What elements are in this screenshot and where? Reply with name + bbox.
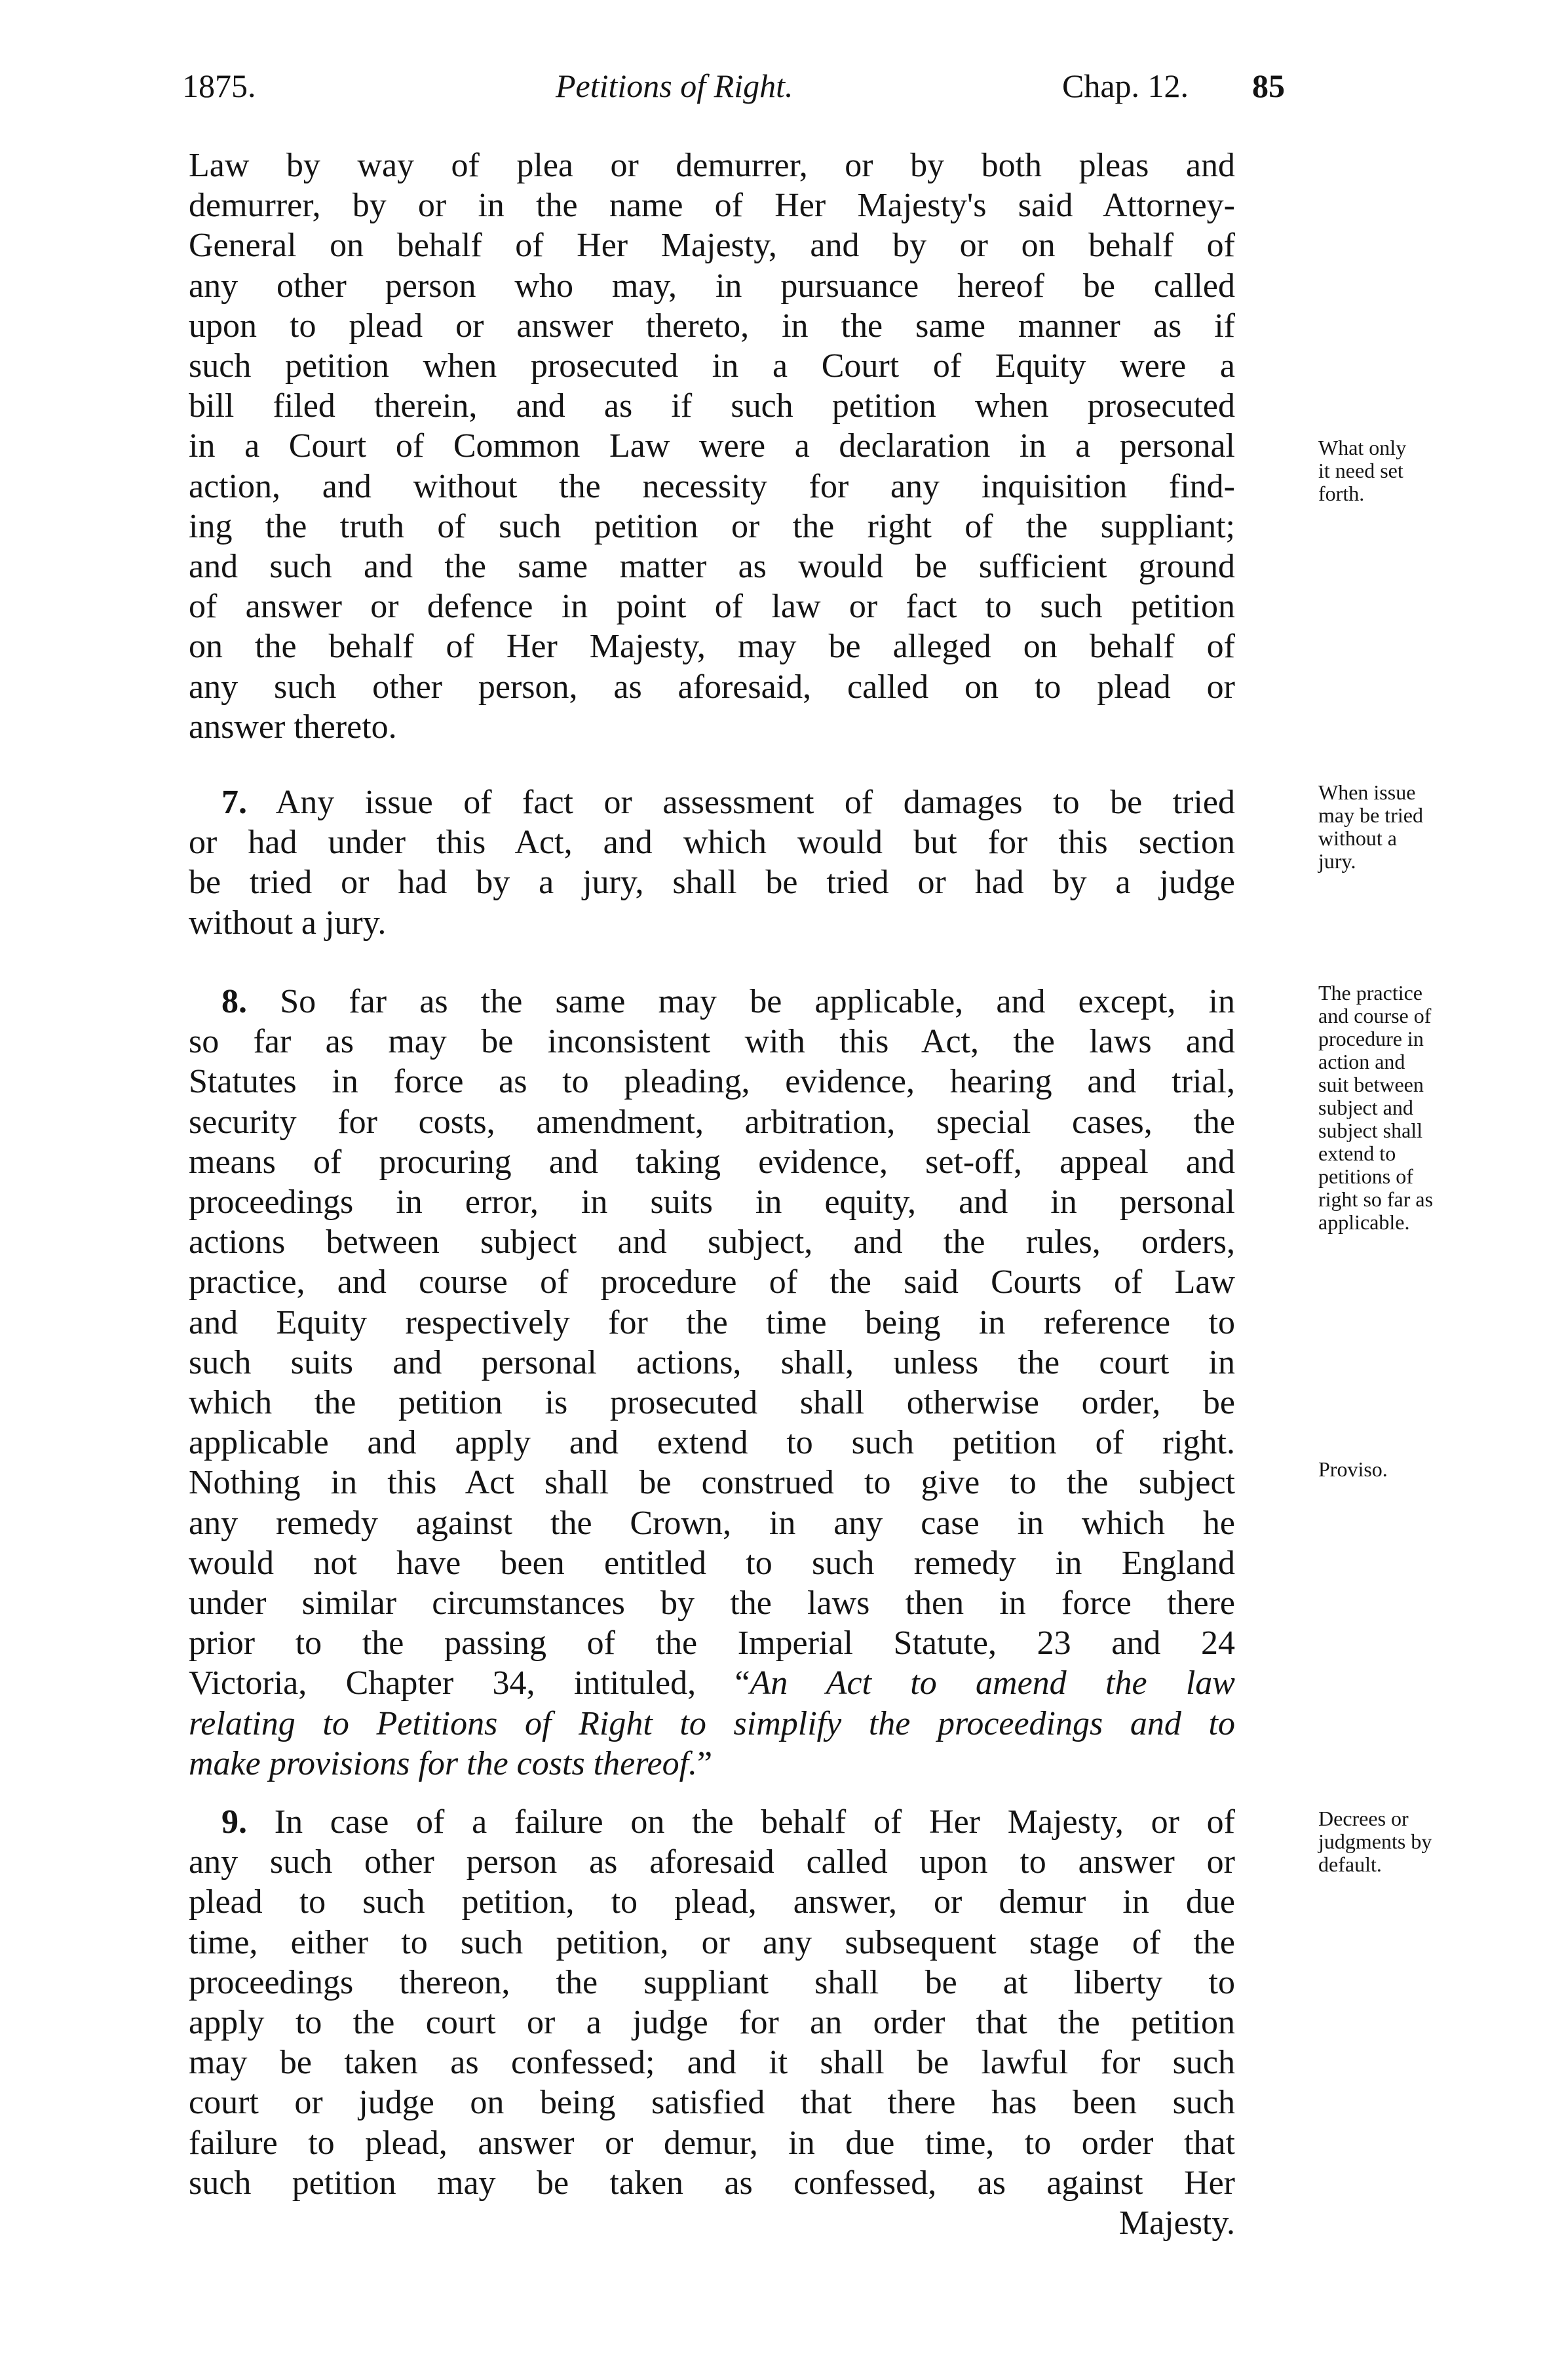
text-line: means of procuring and taking evidence, set-off, appeal and — [189, 1143, 1235, 1181]
note-line: subject and — [1318, 1096, 1413, 1119]
text-line: ing the truth of such petition or the right of the suppliant; — [189, 507, 1235, 545]
header-year: 1875. — [182, 67, 256, 104]
text-line: proceedings thereon, the suppliant shall be at liberty to — [189, 1963, 1235, 2001]
marginal-note-when-issue — [1318, 781, 1515, 873]
text-line: in a Court of Common Law were a declaration in a personal — [189, 427, 1235, 465]
note-line: petitions of — [1318, 1164, 1413, 1188]
note-line: it need set — [1318, 459, 1403, 482]
section-7 — [189, 782, 1235, 943]
text-line: may be taken as confessed; and it shall be lawful for such — [189, 2044, 1235, 2082]
text-line: demurrer, by or in the name of Her Majesty's said Attorney- — [189, 187, 1235, 225]
note-line: and course of — [1318, 1004, 1432, 1027]
note-line: may be tried — [1318, 803, 1423, 827]
section-first-line — [189, 982, 1235, 1022]
text-line: of answer or defence in point of law or fact to such petition — [189, 588, 1235, 626]
text-line: such petition when prosecuted in a Court of Equity were a — [189, 347, 1235, 385]
act-title-italic: relating to Petitions of Right to simplify the proceedings and to — [189, 1704, 1235, 1742]
text-line: Law by way of plea or demurrer, or by both pleas and — [189, 147, 1235, 184]
text-line: upon to plead or answer thereto, in the same manner as if — [189, 307, 1235, 345]
note-line: extend to — [1318, 1142, 1396, 1165]
text-line: and such and the same matter as would be sufficient ground — [189, 548, 1235, 586]
text-line: bill filed therein, and as if such petition when prosecuted — [189, 387, 1235, 425]
act-title-italic: make provisions for the costs thereof. — [189, 1744, 698, 1782]
text-line: prior to the passing of the Imperial Statute, 23 and 24 — [189, 1624, 1235, 1662]
note-line: default. — [1318, 1852, 1382, 1876]
text-line: proceedings in error, in suits in equity, and in personal — [189, 1183, 1235, 1221]
text-line: So far as the same may be applicable, and except, in — [280, 983, 1235, 1020]
marginal-note-what-only — [1318, 436, 1515, 505]
text-line: which the petition is prosecuted shall otherwise order, be — [189, 1384, 1235, 1422]
text-line: would not have been entitled to such remedy in England — [189, 1544, 1235, 1582]
text-line: security for costs, amendment, arbitration, special cases, the — [189, 1103, 1235, 1141]
page-number: 85 — [1252, 67, 1285, 104]
marginal-note-proviso — [1318, 1458, 1515, 1481]
note-line: action and — [1318, 1050, 1405, 1073]
note-line: The practice — [1318, 981, 1422, 1005]
section-number: 9. — [221, 1803, 247, 1841]
section-number: 8. — [221, 983, 247, 1020]
text-line: failure to plead, answer or demur, in due time, to order that — [189, 2124, 1235, 2162]
text-line: any such other person as aforesaid called upon to answer or — [189, 1843, 1235, 1881]
text-line: and Equity respectively for the time being in reference to — [189, 1303, 1235, 1341]
text-line: practice, and course of procedure of the said Courts of Law — [189, 1263, 1235, 1301]
running-header — [182, 63, 1285, 109]
text-line: court or judge on being satisfied that there has been such — [189, 2084, 1235, 2122]
note-line: judgments by — [1318, 1830, 1432, 1853]
text-line: apply to the court or a judge for an order that the petition — [189, 2004, 1235, 2042]
catchword: Majesty. — [1118, 2204, 1235, 2242]
marginal-note-practice — [1318, 982, 1515, 1234]
text-line: any such other person, as aforesaid, called on to plead or — [189, 668, 1235, 706]
text-line: action, and without the necessity for any inquisition find- — [189, 467, 1235, 505]
text-segment: Victoria, Chapter 34, intituled, “ — [189, 1664, 750, 1702]
text-line: Nothing in this Act shall be construed to give to the subject — [189, 1464, 1235, 1502]
text-line: Any issue of fact or assessment of damages to be tried — [275, 784, 1236, 821]
text-line: any remedy against the Crown, in any case in which he — [189, 1504, 1235, 1542]
note-line: When issue — [1318, 780, 1416, 804]
text-line: time, either to such petition, or any subsequent stage of the — [189, 1923, 1235, 1961]
text-line: such suits and personal actions, shall, unless the court in — [189, 1343, 1235, 1381]
note-line: procedure in — [1318, 1027, 1424, 1050]
continuation-paragraph — [189, 145, 1235, 747]
text-line: actions between subject and subject, and the rules, orders, — [189, 1223, 1235, 1261]
text-line: or had under this Act, and which would but for this section — [189, 824, 1235, 862]
text-line: General on behalf of Her Majesty, and by or on behalf of — [189, 227, 1235, 265]
text-line: under similar circumstances by the laws then in force there — [189, 1584, 1235, 1622]
section-8 — [189, 982, 1235, 1784]
text-line: applicable and apply and extend to such petition of right. — [189, 1424, 1235, 1462]
section-9 — [189, 1802, 1235, 2243]
header-chapter: Chap. 12. — [1062, 67, 1189, 104]
marginal-note-decrees — [1318, 1807, 1515, 1876]
text-line: In case of a failure on the behalf of Her Majesty, or of — [274, 1803, 1235, 1841]
text-line: on the behalf of Her Majesty, may be alleged on behalf of — [189, 628, 1235, 666]
section-first-line — [189, 782, 1235, 822]
text-line: plead to such petition, to plead, answer, or demur in due — [189, 1883, 1235, 1921]
note-line: Decrees or — [1318, 1807, 1409, 1830]
text-line: such petition may be taken as confessed, as against Her — [189, 2164, 1235, 2202]
note-line: right so far as — [1318, 1187, 1434, 1211]
header-title: Petitions of Right. — [556, 67, 793, 104]
note-line: applicable. — [1318, 1210, 1410, 1234]
closing-quote: ” — [697, 1744, 713, 1782]
note-line: without a — [1318, 826, 1397, 850]
text-line — [189, 1663, 1235, 1703]
note-line: What only — [1318, 436, 1407, 459]
text-line: Statutes in force as to pleading, evidence, hearing and trial, — [189, 1063, 1235, 1101]
note-line: subject shall — [1318, 1119, 1423, 1142]
note-line: Proviso. — [1318, 1457, 1388, 1481]
note-line: suit between — [1318, 1073, 1424, 1096]
section-first-line — [189, 1802, 1235, 1842]
act-title-italic: An Act to amend the law — [750, 1664, 1235, 1702]
text-line: so far as may be inconsistent with this Act, the laws and — [189, 1023, 1235, 1061]
text-line: any other person who may, in pursuance hereof be called — [189, 267, 1235, 305]
text-line: answer thereto. — [189, 708, 397, 746]
note-line: forth. — [1318, 482, 1365, 505]
text-line: be tried or had by a jury, shall be tried or had by a judge — [189, 864, 1235, 902]
text-line: without a jury. — [189, 904, 387, 942]
section-number: 7. — [221, 784, 247, 821]
note-line: jury. — [1318, 849, 1356, 873]
text-line — [189, 1744, 1235, 1784]
